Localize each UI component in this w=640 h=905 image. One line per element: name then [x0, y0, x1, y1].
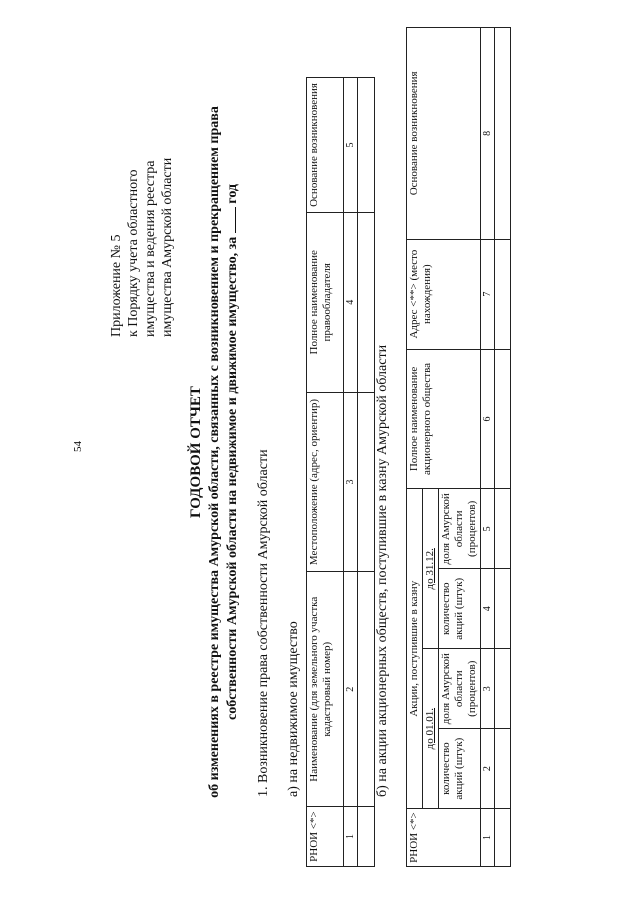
- header-cell-period-start: до 01.01.: [423, 649, 439, 809]
- table-header-row: [407, 28, 423, 867]
- empty-cell: [495, 349, 511, 489]
- column-number: 5: [344, 78, 358, 213]
- header-cell-shares: Акции, поступившие в казну: [407, 489, 423, 809]
- report-subtitle: [206, 12, 242, 892]
- column-number-row: [481, 28, 495, 867]
- subsection-a-heading: а) на недвижимое имущество: [286, 621, 301, 797]
- column-number: 2: [481, 729, 495, 809]
- header-cell: Местоположение (адрес, ориентир): [307, 392, 344, 572]
- empty-cell: [358, 78, 375, 213]
- empty-cell: [358, 572, 375, 807]
- appendix-line: имущества Амурской области: [160, 157, 175, 337]
- shares-table: [406, 27, 511, 867]
- column-number: 8: [481, 28, 495, 240]
- appendix-line: к Порядку учета областного: [126, 169, 141, 337]
- subtitle-line-2: [224, 12, 242, 892]
- column-number: 1: [344, 807, 358, 867]
- real-estate-table: [306, 77, 375, 867]
- subsection-b-heading: б) на акции акционерных обществ, поступившие в казну Амурской области: [375, 344, 390, 797]
- header-cell: Основание возникновения: [307, 78, 344, 213]
- subtitle-line-2-text: собственности Амурской области на недвижимое и движимое имущество, за: [225, 236, 240, 721]
- empty-cell: [495, 649, 511, 729]
- column-number: 4: [344, 212, 358, 392]
- empty-cell: [495, 569, 511, 649]
- rotated-document-page: [18, 12, 618, 892]
- year-blank-field: [225, 207, 236, 233]
- column-number: 6: [481, 349, 495, 489]
- section-heading: 1. Возникновение права собственности Амурской области: [256, 449, 271, 797]
- header-cell: Полное наименование акционерного общества: [407, 349, 481, 489]
- column-number: 3: [481, 649, 495, 729]
- empty-cell: [358, 212, 375, 392]
- page-number: 54: [72, 441, 84, 452]
- empty-cell: [495, 809, 511, 867]
- header-cell: Адрес <**> (место нахождения): [407, 239, 481, 349]
- column-number: 4: [481, 569, 495, 649]
- header-cell: РНОИ <*>: [307, 807, 344, 867]
- header-cell: Основание возникновения: [407, 28, 481, 240]
- subtitle-year-word: год: [225, 184, 240, 204]
- header-cell: Наименование (для земельного участка кадастровый номер): [307, 572, 344, 807]
- table-header-row: [307, 78, 344, 867]
- subtitle-line-1: об изменениях в реестре имущества Амурской области, связанных с возникновением и прекращением права: [207, 106, 222, 798]
- empty-cell: [358, 392, 375, 572]
- header-cell: доля Амурской области (процентов): [439, 489, 481, 569]
- column-number: 7: [481, 239, 495, 349]
- header-cell: РНОИ <*>: [407, 809, 481, 867]
- column-number: 1: [481, 809, 495, 867]
- header-cell-period-end: до 31.12.: [423, 489, 439, 649]
- appendix-line: Приложение № 5: [109, 234, 124, 337]
- column-number: 3: [344, 392, 358, 572]
- empty-cell: [495, 239, 511, 349]
- header-cell: количество акций (штук): [439, 569, 481, 649]
- empty-cell: [495, 489, 511, 569]
- empty-cell: [358, 807, 375, 867]
- header-cell: доля Амурской области (процентов): [439, 649, 481, 729]
- appendix-note: [108, 37, 176, 337]
- report-title: ГОДОВОЙ ОТЧЕТ: [188, 386, 204, 518]
- column-number: 2: [344, 572, 358, 807]
- empty-cell: [495, 729, 511, 809]
- empty-table-row: [358, 78, 375, 867]
- empty-cell: [495, 28, 511, 240]
- empty-table-row: [495, 28, 511, 867]
- appendix-line: имущества и ведения реестра: [143, 160, 158, 337]
- column-number-row: [344, 78, 358, 867]
- column-number: 5: [481, 489, 495, 569]
- header-cell: количество акций (штук): [439, 729, 481, 809]
- header-cell: Полное наименование правообладателя: [307, 212, 344, 392]
